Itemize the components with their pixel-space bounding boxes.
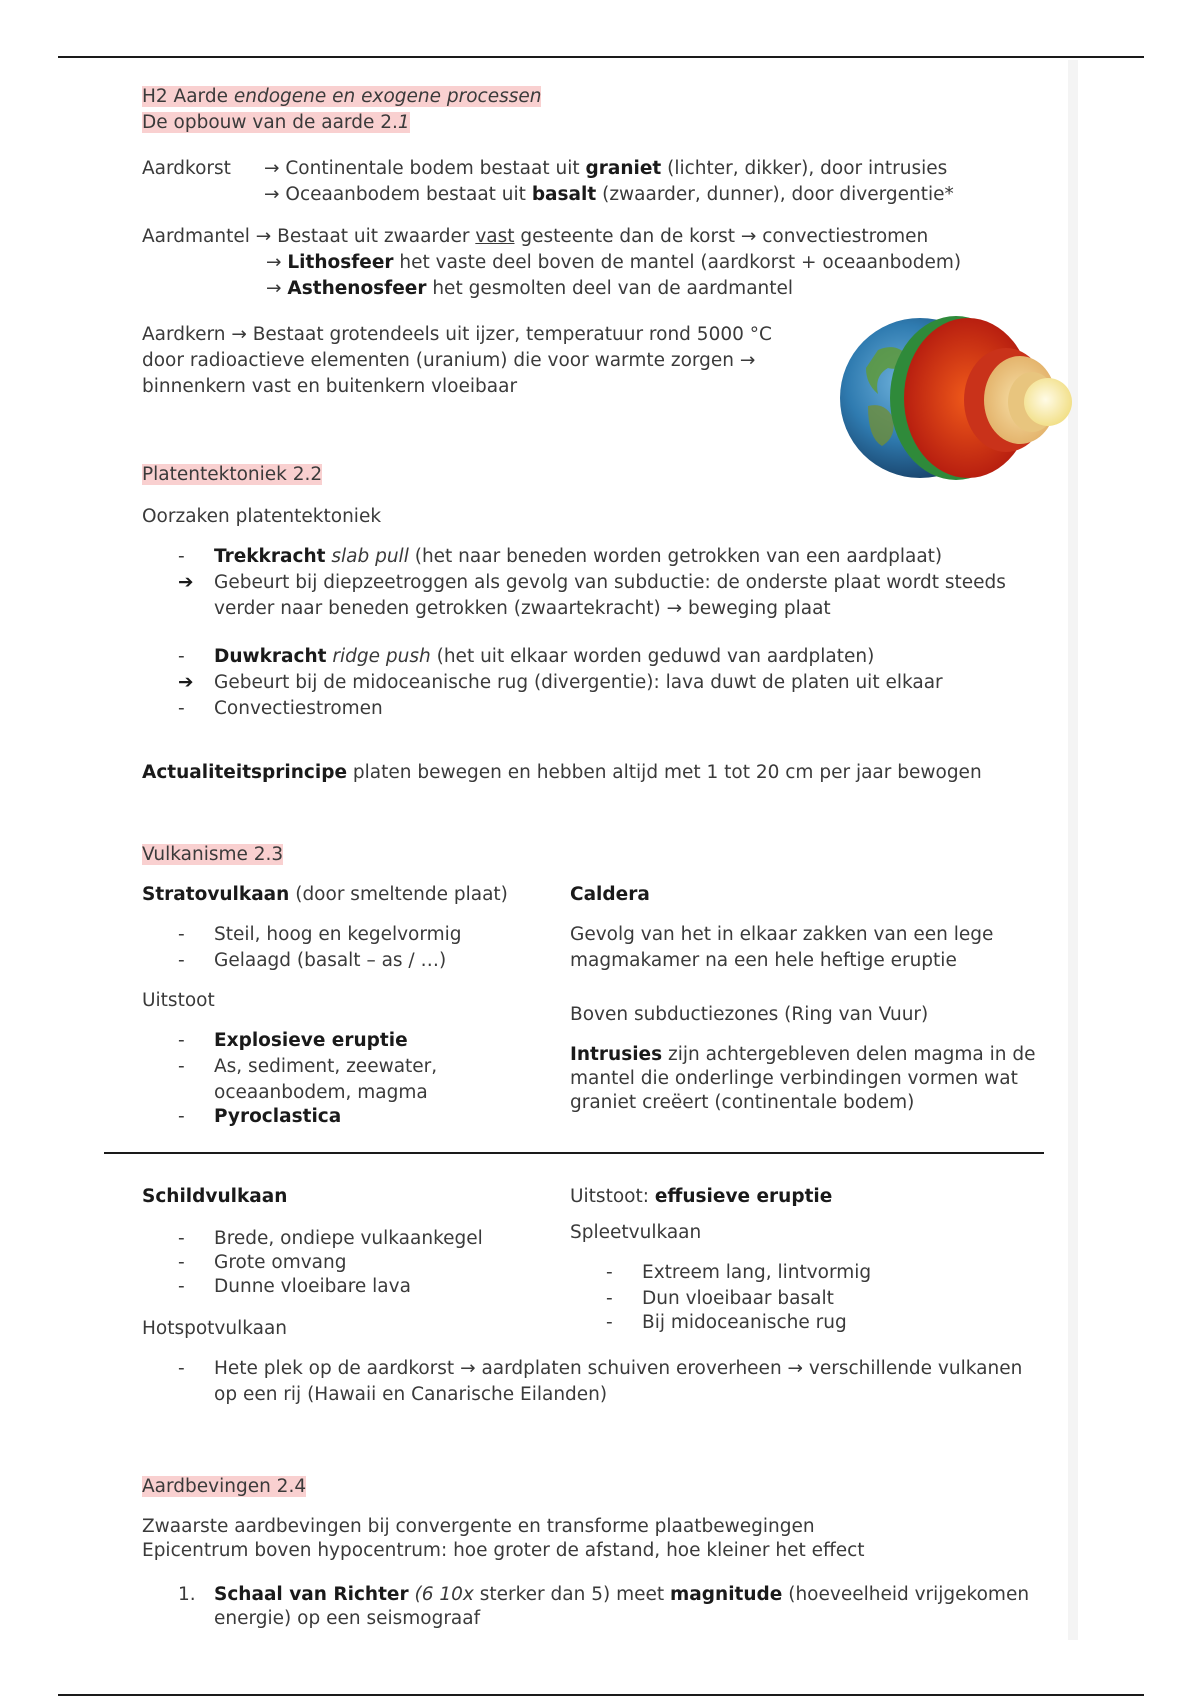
kern-line-2: door radioactieve elementen (uranium) die voor warmte zorgen →	[142, 350, 756, 371]
actualiteit-line: Actualiteitsprincipe platen bewegen en hebben altijd met 1 tot 20 cm per jaar bewogen	[142, 762, 982, 783]
uitstoot-effusief: Uitstoot: effusieve eruptie	[570, 1186, 833, 1207]
duw-line-3: - Convectiestromen	[178, 698, 383, 719]
uitstoot-item-2b: oceaanbodem, magma	[214, 1082, 428, 1103]
mantel-line-2: → Lithosfeer het vaste deel boven de mantel (aardkorst + oceaanbodem)	[266, 252, 962, 273]
strato-heading: Stratovulkaan (door smeltende plaat)	[142, 884, 508, 905]
kern-line-3: binnenkern vast en buitenkern vloeibaar	[142, 376, 518, 397]
richter-line-2: energie) op een seismograaf	[214, 1608, 481, 1629]
intrusies-line-1: Intrusies zijn achtergebleven delen magma in de	[570, 1044, 1036, 1065]
richter-line-1: 1. Schaal van Richter (6 10x sterker dan 5) meet magnitude (hoeveelheid vrijgekomen	[178, 1584, 1030, 1605]
uitstoot-item-1: - Explosieve eruptie	[178, 1030, 408, 1051]
mid-rule	[104, 1152, 1044, 1154]
trek-line-1: - Trekkracht slab pull (het naar beneden worden getrokken van een aardplaat)	[178, 546, 943, 567]
strato-item-1: - Steil, hoog en kegelvormig	[178, 924, 462, 945]
uitstoot-label: Uitstoot	[142, 990, 215, 1011]
top-rule	[58, 56, 1144, 58]
section-title-2-1: De opbouw van de aarde 2.1	[142, 112, 410, 133]
mantel-line-1: Aardmantel → Bestaat uit zwaarder vast gesteente dan de korst → convectiestromen	[142, 226, 929, 247]
hotspot-line-1: - Hete plek op de aardkorst → aardplaten schuiven eroverheen → verschillende vulkanen	[178, 1358, 1023, 1379]
bottom-rule	[58, 1694, 1144, 1696]
caldera-heading: Caldera	[570, 884, 650, 905]
chapter-title: H2 Aarde endogene en exogene processen	[142, 86, 542, 107]
caldera-line-2: magmakamer na een hele heftige eruptie	[570, 950, 957, 971]
schild-heading: Schildvulkaan	[142, 1186, 288, 1207]
page-shade	[1068, 60, 1078, 1640]
hotspot-heading: Hotspotvulkaan	[142, 1318, 288, 1339]
spleet-item-1: - Extreem lang, lintvormig	[606, 1262, 872, 1283]
aard-line-1: Zwaarste aardbevingen bij convergente en transforme plaatbewegingen	[142, 1516, 815, 1537]
duw-line-2: ➔ Gebeurt bij de midoceanische rug (divergentie): lava duwt de platen uit elkaar	[178, 672, 943, 693]
intrusies-line-2: mantel die onderlinge verbindingen vormen wat	[570, 1068, 1018, 1089]
strato-item-2: - Gelaagd (basalt – as / …)	[178, 950, 447, 971]
mantel-line-3: → Asthenosfeer het gesmolten deel van de aardmantel	[266, 278, 794, 299]
aard-line-2: Epicentrum boven hypocentrum: hoe groter de afstand, hoe kleiner het effect	[142, 1540, 865, 1561]
schild-item-2: - Grote omvang	[178, 1252, 347, 1273]
korst-line-1: → Continentale bodem bestaat uit graniet (lichter, dikker), door intrusies	[264, 158, 948, 179]
hotspot-line-2: op een rij (Hawaii en Canarische Eilanden)	[214, 1384, 608, 1405]
uitstoot-item-3: - Pyroclastica	[178, 1106, 342, 1127]
intrusies-line-3: graniet creëert (continentale bodem)	[570, 1092, 915, 1113]
spleet-heading: Spleetvulkaan	[570, 1222, 702, 1243]
uitstoot-item-2: - As, sediment, zeewater,	[178, 1056, 438, 1077]
section-title-2-3: Vulkanisme 2.3	[142, 844, 284, 865]
spleet-item-3: - Bij midoceanische rug	[606, 1312, 847, 1333]
schild-item-1: - Brede, ondiepe vulkaankegel	[178, 1228, 483, 1249]
caldera-line-1: Gevolg van het in elkaar zakken van een lege	[570, 924, 994, 945]
schild-item-3: - Dunne vloeibare lava	[178, 1276, 411, 1297]
spleet-item-2: - Dun vloeibaar basalt	[606, 1288, 834, 1309]
duw-line-1: - Duwkracht ridge push (het uit elkaar worden geduwd van aardplaten)	[178, 646, 875, 667]
plat-intro: Oorzaken platentektoniek	[142, 506, 382, 527]
section-title-2-4: Aardbevingen 2.4	[142, 1476, 307, 1497]
boven-line: Boven subductiezones (Ring van Vuur)	[570, 1004, 929, 1025]
kern-line-1: Aardkern → Bestaat grotendeels uit ijzer, temperatuur rond 5000 °C	[142, 324, 772, 345]
korst-line-2: → Oceaanbodem bestaat uit basalt (zwaarder, dunner), door divergentie*	[264, 184, 954, 205]
earth-layers-illustration	[838, 310, 1074, 486]
section-title-2-2: Platentektoniek 2.2	[142, 464, 323, 485]
trek-line-2: ➔ Gebeurt bij diepzeetroggen als gevolg van subductie: de onderste plaat wordt steeds	[178, 572, 1006, 593]
korst-label: Aardkorst	[142, 158, 231, 179]
trek-line-3: verder naar beneden getrokken (zwaartekracht) → beweging plaat	[214, 598, 831, 619]
